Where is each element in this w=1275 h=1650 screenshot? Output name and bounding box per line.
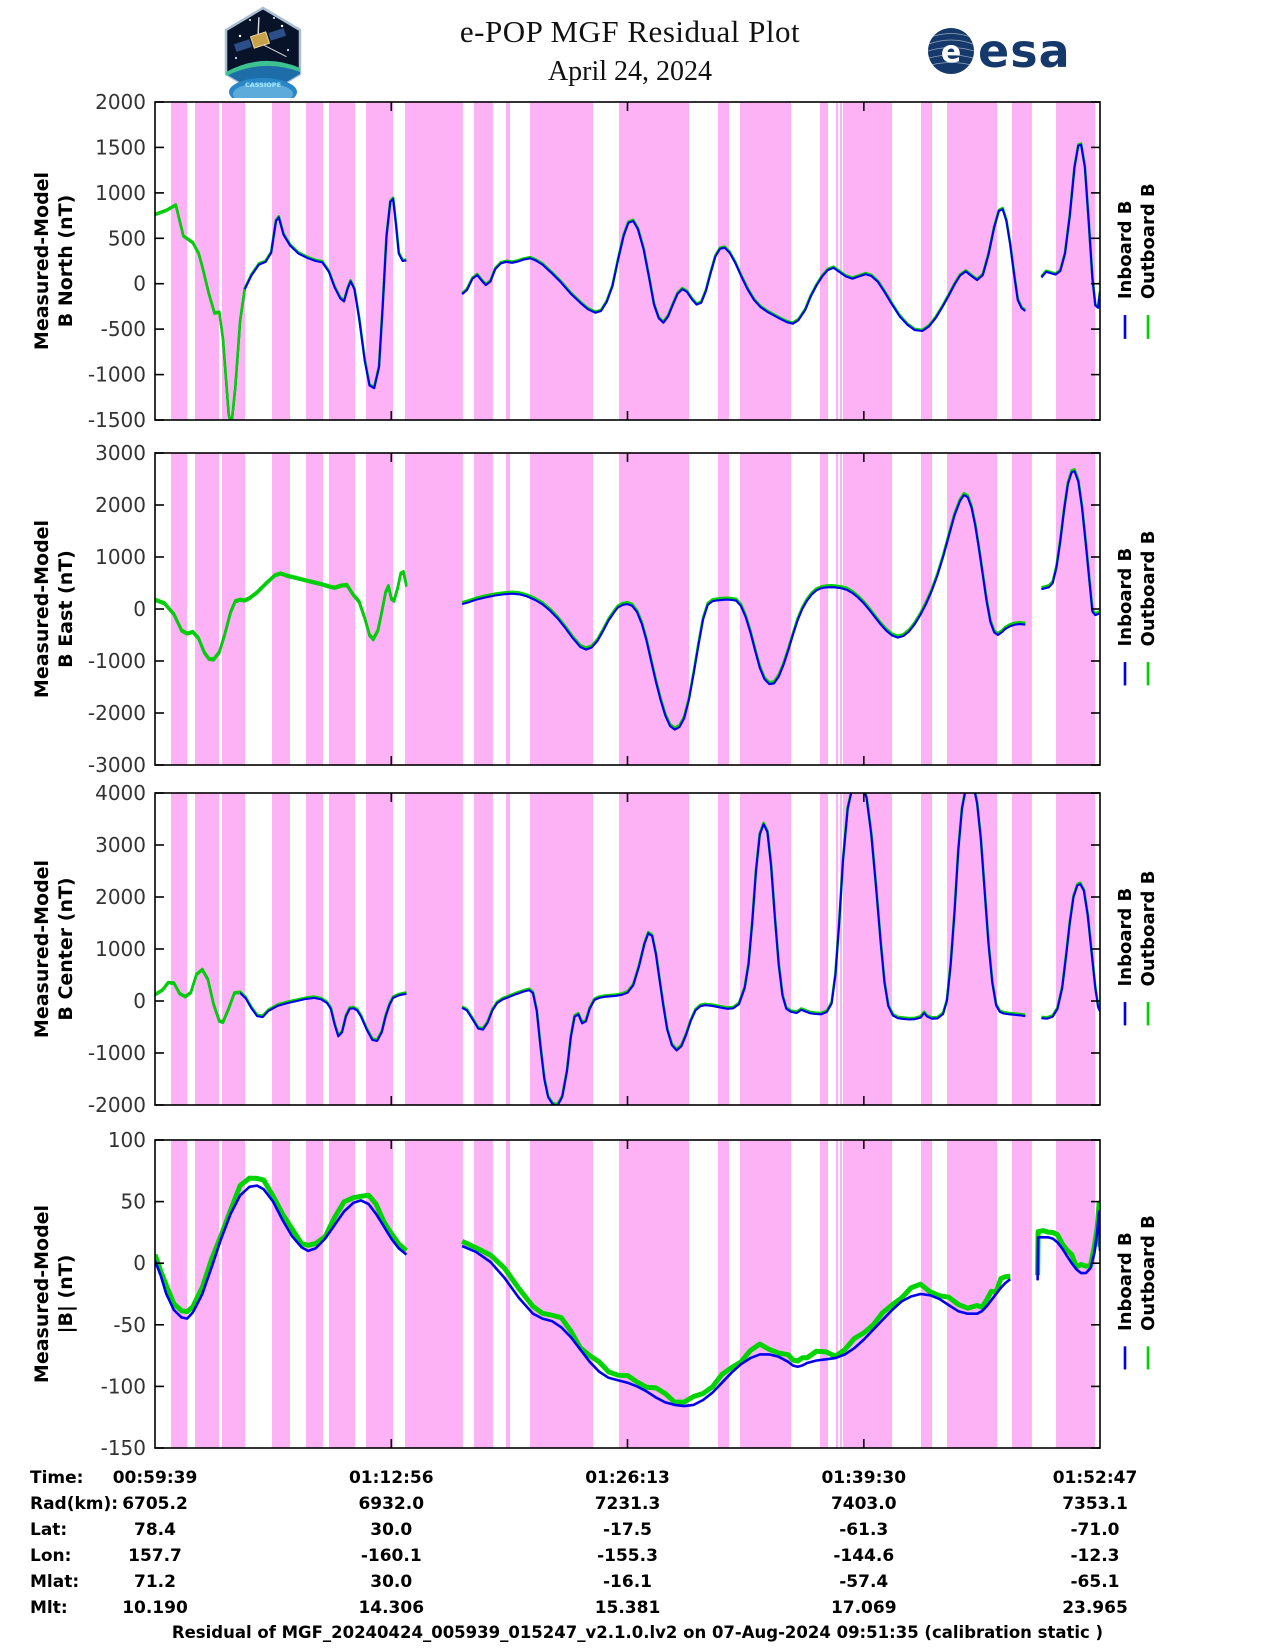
plot-date: April 24, 2024 [547, 56, 713, 87]
y-tick-label: 500 [107, 226, 146, 251]
flag-band [329, 453, 355, 765]
flag-band [195, 102, 219, 420]
y-tick-label: 0 [133, 597, 146, 621]
flag-band [619, 102, 689, 420]
flag-band [171, 793, 187, 1105]
flag-band [1056, 1140, 1095, 1448]
legend-inboard-label: Inboard B [1115, 200, 1136, 300]
legend-outboard-label: Outboard B [1138, 530, 1159, 647]
y-axis-label-line1: Measured-Model [31, 1204, 53, 1384]
axis-row-value: 6705.2 [122, 1494, 188, 1514]
legend-outboard-label: Outboard B [1138, 183, 1159, 300]
flag-band [740, 793, 791, 1105]
flag-band [718, 1140, 729, 1448]
flag-band [820, 793, 828, 1105]
y-axis-label-line2: B North (nT) [55, 194, 77, 328]
axis-row-value: -12.3 [1070, 1546, 1120, 1566]
axis-row-label-mlt: Mlt: [30, 1598, 68, 1618]
flag-band [843, 1140, 892, 1448]
flag-band [718, 453, 729, 765]
panel-b-magnitude [31, 1128, 1159, 1460]
panel-b-north [31, 90, 1159, 432]
flag-band [740, 102, 791, 420]
y-tick-label: -3000 [87, 753, 146, 777]
y-tick-label: 2000 [95, 90, 146, 114]
flag-band [366, 1140, 393, 1448]
flag-band [1012, 102, 1032, 420]
y-tick-label: 0 [133, 271, 146, 296]
y-tick-label: -500 [100, 317, 146, 342]
y-tick-label: 0 [133, 989, 146, 1013]
axis-row-value: 14.306 [358, 1598, 425, 1618]
flag-band [474, 793, 493, 1105]
flag-band [195, 793, 219, 1105]
flag-band [843, 793, 892, 1105]
flag-band [836, 1140, 838, 1448]
flag-bands [171, 453, 1095, 765]
y-tick-label: -100 [100, 1374, 146, 1399]
panel-b-east [31, 441, 1159, 777]
y-axis-label-line2: B East (nT) [55, 550, 77, 668]
y-tick-label: 1000 [95, 545, 146, 569]
footer-caption: Residual of MGF_20240424_005939_015247_v2.1.0.lv2 on 07-Aug-2024 09:51:35 (calibration static ) [171, 1623, 1104, 1642]
flag-band [366, 102, 393, 420]
y-axis-label-line2: B Center (nT) [55, 877, 77, 1021]
axis-row-value: 71.2 [134, 1572, 176, 1592]
flag-band [840, 453, 842, 765]
axis-row-label-mlat: Mlat: [30, 1572, 80, 1592]
flag-band [718, 793, 729, 1105]
y-tick-label: -2000 [87, 701, 146, 725]
flag-band [820, 1140, 828, 1448]
legend-outboard-label: Outboard B [1138, 870, 1159, 987]
flag-band [366, 453, 393, 765]
axis-row-value: 10.190 [122, 1598, 188, 1618]
flag-band [171, 102, 187, 420]
axis-row-value: 15.381 [594, 1598, 661, 1618]
flag-band [272, 453, 290, 765]
axis-row-value: -61.3 [839, 1520, 889, 1540]
flag-band [405, 1140, 463, 1448]
y-tick-label: 0 [133, 1251, 146, 1276]
axis-row-value: -65.1 [1070, 1572, 1120, 1592]
y-tick-label: -1000 [87, 1041, 146, 1065]
flag-band [921, 793, 932, 1105]
axis-row-value: 17.069 [830, 1598, 897, 1618]
plot-title: e-POP MGF Residual Plot [459, 14, 801, 49]
flag-band [329, 1140, 355, 1448]
flag-band [530, 1140, 593, 1448]
axis-row-value: 00:59:39 [112, 1468, 198, 1488]
y-axis-label-line2: |B| (nT) [55, 1254, 77, 1334]
flag-band [329, 102, 355, 420]
axis-row-value: 7231.3 [594, 1494, 661, 1514]
y-axis-label-line1: Measured-Model [31, 859, 53, 1039]
axis-row-value: 6932.0 [358, 1494, 425, 1514]
y-tick-label: -150 [100, 1436, 146, 1460]
y-tick-label: 50 [120, 1189, 146, 1214]
flag-band [405, 453, 463, 765]
flag-band [171, 1140, 187, 1448]
flag-bands [171, 102, 1095, 420]
y-tick-label: 3000 [95, 441, 146, 465]
y-tick-label: -2000 [87, 1093, 146, 1117]
flag-band [840, 102, 842, 420]
axis-row-value: 01:12:56 [348, 1468, 434, 1488]
flag-band [836, 453, 838, 765]
patch-text: CASSIOPE [244, 81, 282, 89]
y-tick-label: 100 [107, 1128, 146, 1152]
flag-band [366, 793, 393, 1105]
axis-row-label-radkm: Rad(km): [30, 1494, 119, 1514]
flag-band [405, 793, 463, 1105]
flag-band [740, 453, 791, 765]
axis-row-value: 01:52:47 [1052, 1468, 1138, 1488]
axis-row-value: 7403.0 [830, 1494, 897, 1514]
flag-band [947, 102, 997, 420]
axis-row-value: -57.4 [839, 1572, 889, 1592]
flag-band [306, 793, 323, 1105]
flag-band [474, 453, 493, 765]
legend-inboard-label: Inboard B [1115, 1232, 1136, 1331]
y-tick-label: 3000 [95, 833, 146, 857]
flag-band [222, 793, 245, 1105]
y-tick-label: -50 [113, 1312, 146, 1337]
legend-inboard-label: Inboard B [1115, 547, 1136, 647]
y-tick-label: 2000 [95, 493, 146, 517]
axis-row-value: 01:39:30 [821, 1468, 907, 1488]
flag-band [1012, 453, 1032, 765]
axis-row-value: 23.965 [1062, 1598, 1128, 1618]
flag-band [1012, 793, 1032, 1105]
legend-outboard-label: Outboard B [1138, 1215, 1159, 1331]
axis-row-label-lat: Lat: [30, 1520, 68, 1540]
flag-band [474, 102, 493, 420]
flag-band [530, 793, 593, 1105]
axis-row-value: 01:26:13 [585, 1468, 670, 1488]
flag-band [820, 102, 828, 420]
flag-band [530, 453, 593, 765]
y-tick-label: 1000 [95, 180, 146, 205]
flag-band [506, 453, 510, 765]
axis-row-label-lon: Lon: [30, 1546, 72, 1566]
axis-row-value: -155.3 [597, 1546, 658, 1566]
flag-band [1056, 793, 1095, 1105]
axis-row-value: -16.1 [603, 1572, 652, 1592]
flag-band [843, 102, 892, 420]
axis-row-value: -144.6 [833, 1546, 895, 1566]
flag-band [272, 102, 290, 420]
flag-band [171, 453, 187, 765]
flag-band [195, 453, 219, 765]
axis-row-value: -71.0 [1070, 1520, 1120, 1540]
y-axis-label-line1: Measured-Model [31, 171, 53, 351]
flag-band [840, 1140, 842, 1448]
y-axis-label-line1: Measured-Model [31, 519, 53, 699]
flag-band [306, 453, 323, 765]
y-tick-label: 4000 [95, 781, 146, 805]
svg-text:e: e [940, 35, 962, 70]
y-tick-label: -1000 [87, 649, 146, 673]
flag-bands [171, 1140, 1095, 1448]
axis-row-value: 157.7 [128, 1546, 182, 1566]
y-tick-label: 1000 [95, 937, 146, 961]
flag-band [474, 1140, 493, 1448]
flag-band [619, 453, 689, 765]
axis-row-value: 30.0 [370, 1520, 413, 1540]
flag-bands [171, 793, 1095, 1105]
esa-wordmark: esa [978, 24, 1071, 78]
flag-band [506, 1140, 510, 1448]
flag-band [272, 1140, 290, 1448]
axis-row-value: -160.1 [360, 1546, 422, 1566]
flag-band [1056, 453, 1095, 765]
y-tick-label: -1000 [87, 362, 146, 387]
axis-row-value: 30.0 [370, 1572, 413, 1592]
axis-row-value: 7353.1 [1062, 1494, 1128, 1514]
axis-row-value: 78.4 [134, 1520, 176, 1540]
flag-band [921, 102, 932, 420]
flag-band [506, 793, 510, 1105]
flag-band [718, 102, 729, 420]
axis-row-value: -17.5 [603, 1520, 652, 1540]
flag-band [740, 1140, 791, 1448]
flag-band [405, 102, 463, 420]
panel-b-center [31, 781, 1159, 1117]
legend-inboard-label: Inboard B [1115, 887, 1136, 987]
flag-band [306, 1140, 323, 1448]
axis-row-label-time: Time: [30, 1468, 84, 1488]
y-tick-label: 1500 [95, 135, 146, 160]
flag-band [1012, 1140, 1032, 1448]
flag-band [836, 102, 838, 420]
flag-band [840, 793, 842, 1105]
flag-band [820, 453, 828, 765]
flag-band [329, 793, 355, 1105]
y-tick-label: -1500 [87, 408, 146, 432]
y-tick-label: 2000 [95, 885, 146, 909]
flag-band [272, 793, 290, 1105]
